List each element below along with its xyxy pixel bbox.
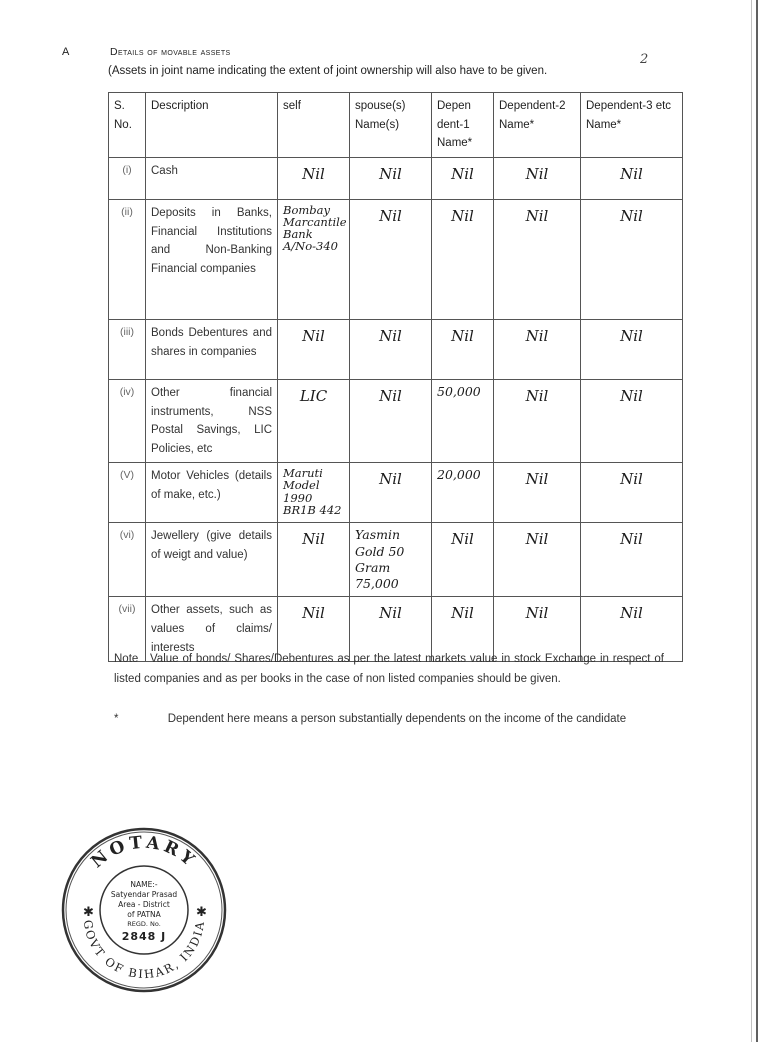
dependent-star: * — [114, 713, 119, 725]
row-description: Other assets, such as values of claims/ interests — [146, 597, 278, 662]
scan-edge-secondary — [751, 0, 752, 1042]
row-description: Bonds Debentures and shares in companies — [146, 319, 278, 379]
cell-dependent-1: Nil — [432, 597, 494, 662]
table-row — [109, 319, 683, 379]
header-sno: S. No. — [109, 93, 146, 158]
cell-spouse: Nil — [350, 157, 432, 199]
header-spouse: spouse(s) Name(s) — [350, 93, 432, 158]
cell-dependent-1: Nil — [432, 319, 494, 379]
cell-spouse: Nil — [350, 597, 432, 662]
stamp-top-text: NOTARY — [87, 832, 201, 873]
row-sno: (vii) — [109, 597, 146, 662]
dependent-note — [114, 710, 664, 730]
row-description: Motor Vehicles (details of make, etc.) — [146, 463, 278, 523]
cell-self: Nil — [278, 523, 350, 597]
movable-assets-table — [108, 92, 683, 662]
stamp-line: REGD. No. — [127, 920, 161, 928]
cell-dependent-1: 20,000 — [432, 463, 494, 523]
section-letter: A — [62, 46, 70, 58]
row-sno: (i) — [109, 157, 146, 199]
stamp-star-right: ✱ — [196, 904, 207, 919]
row-description: Cash — [146, 157, 278, 199]
cell-dependent-2: Nil — [494, 463, 581, 523]
stamp-line: of PATNA — [127, 910, 161, 919]
cell-self: LIC — [278, 379, 350, 463]
section-subtitle: (Assets in joint name indicating the extent of joint ownership will also have to be given. — [108, 65, 548, 77]
stamp-line: Area - District — [118, 900, 170, 909]
table-row — [109, 463, 683, 523]
header-self: self — [278, 93, 350, 158]
stamp-line: Satyendar Prasad — [110, 890, 178, 899]
cell-spouse: Yasmin Gold 50 Gram 75,000 — [350, 523, 432, 597]
row-description: Jewellery (give details of weigt and value) — [146, 523, 278, 597]
section-title: Details of movable assets — [110, 46, 231, 58]
header-dependent-2: Dependent-2 Name* — [494, 93, 581, 158]
table-row — [109, 157, 683, 199]
cell-self: Maruti Model 1990 BR1B 442 — [278, 463, 350, 523]
cell-dependent-1: Nil — [432, 199, 494, 319]
row-description: Deposits in Banks, Financial Institutions and Non-Banking Financial companies — [146, 199, 278, 319]
cell-self: Bombay Marcantile Bank A/No-340 — [278, 199, 350, 319]
scan-edge — [756, 0, 758, 1042]
cell-dependent-2: Nil — [494, 379, 581, 463]
cell-dependent-1: Nil — [432, 523, 494, 597]
cell-spouse: Nil — [350, 379, 432, 463]
cell-spouse: Nil — [350, 319, 432, 379]
cell-dependent-3: Nil — [581, 157, 683, 199]
cell-dependent-2: Nil — [494, 319, 581, 379]
header-description: Description — [146, 93, 278, 158]
cell-dependent-2: Nil — [494, 523, 581, 597]
notary-stamp — [60, 826, 228, 994]
cell-dependent-1: Nil — [432, 157, 494, 199]
cell-dependent-1: 50,000 — [432, 379, 494, 463]
cell-dependent-2: Nil — [494, 157, 581, 199]
header-dependent-3: Dependent-3 etc Name* — [581, 93, 683, 158]
header-dependent-1: Depen dent-1 Name* — [432, 93, 494, 158]
cell-dependent-2: Nil — [494, 597, 581, 662]
dependent-text: Dependent here means a person substantially dependents on the income of the candidate — [167, 713, 627, 725]
stamp-line: 2848 J — [121, 930, 167, 943]
table-header-row — [109, 93, 683, 158]
cell-dependent-3: Nil — [581, 523, 683, 597]
cell-spouse: Nil — [350, 463, 432, 523]
cell-self: Nil — [278, 597, 350, 662]
row-sno: (iii) — [109, 319, 146, 379]
row-sno: (V) — [109, 463, 146, 523]
cell-self: Nil — [278, 319, 350, 379]
stamp-bottom-text: GOVT OF BIHAR, INDIA — [80, 919, 208, 982]
page-number: 2 — [640, 52, 649, 67]
row-sno: (vi) — [109, 523, 146, 597]
stamp-line: NAME:- — [130, 880, 158, 889]
note-paragraph — [114, 650, 664, 689]
cell-dependent-3: Nil — [581, 463, 683, 523]
cell-dependent-3: Nil — [581, 379, 683, 463]
row-sno: (iv) — [109, 379, 146, 463]
table-row — [109, 199, 683, 319]
cell-dependent-3: Nil — [581, 319, 683, 379]
cell-spouse: Nil — [350, 199, 432, 319]
table-row — [109, 379, 683, 463]
row-description: Other financial instruments, NSS Postal Savings, LIC Policies, etc — [146, 379, 278, 463]
row-sno: (ii) — [109, 199, 146, 319]
cell-dependent-3: Nil — [581, 597, 683, 662]
cell-self: Nil — [278, 157, 350, 199]
table-row — [109, 523, 683, 597]
note-text: Value of bonds/ Shares/Debentures as per the latest markets value in stock Exchange in respect of listed companies and as per books in the case of non listed companies should be given. — [114, 653, 664, 685]
cell-dependent-2: Nil — [494, 199, 581, 319]
note-label: Note — [114, 653, 139, 665]
stamp-star-left: ✱ — [83, 904, 94, 919]
cell-dependent-3: Nil — [581, 199, 683, 319]
